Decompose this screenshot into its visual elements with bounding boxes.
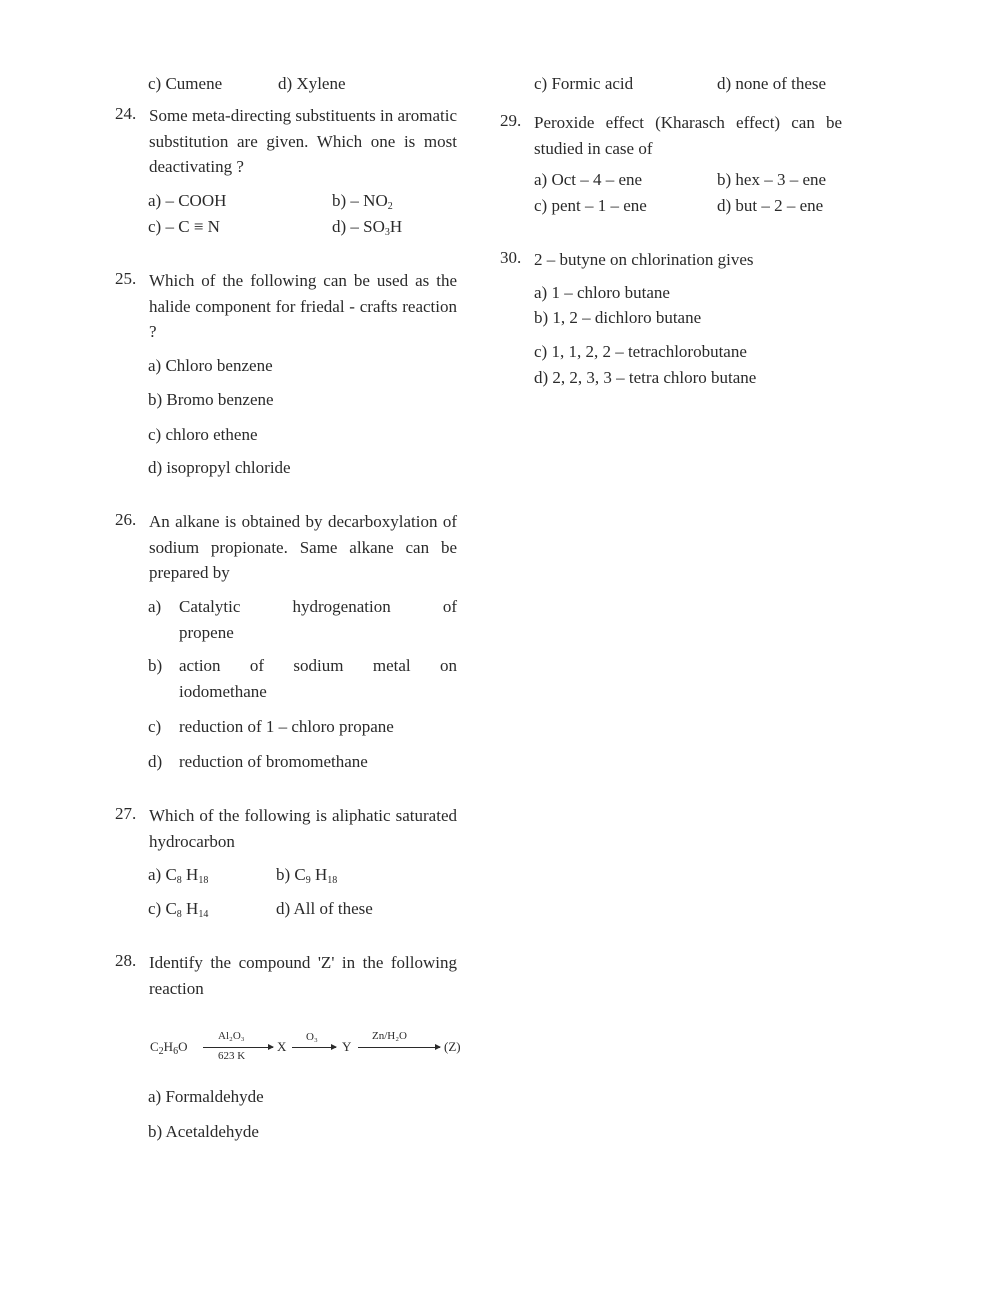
option-b-text-line1[interactable]: action of sodium metal on bbox=[179, 656, 457, 675]
product-z: (Z) bbox=[444, 1039, 461, 1054]
question-number: 27. bbox=[115, 804, 137, 823]
question-text: Which of the following can be used as the halide component for friedal - crafts reaction ? bbox=[149, 271, 457, 341]
option-a[interactable]: a) Formaldehyde bbox=[148, 1087, 264, 1106]
option-a-text-line2[interactable]: propene bbox=[179, 623, 234, 642]
q28-continued-option-d[interactable]: d) none of these bbox=[717, 74, 827, 93]
option-b[interactable]: b) Acetaldehyde bbox=[148, 1122, 259, 1141]
option-d[interactable]: $d) - SO_3H$ bbox=[332, 217, 403, 238]
question-number: 25. bbox=[115, 269, 137, 288]
option-a[interactable]: a) – COOH bbox=[148, 191, 227, 210]
option-c[interactable]: c) chloro ethene bbox=[148, 425, 258, 444]
option-b[interactable]: $b) - NO_2$ bbox=[332, 191, 393, 212]
option-c-label[interactable]: c) bbox=[148, 717, 162, 736]
option-a[interactable]: a) 1 – chloro butane bbox=[534, 283, 670, 302]
option-c[interactable]: c) 1, 1, 2, 2 – tetrachlorobutane bbox=[534, 342, 747, 361]
question-text: Identify the compound 'Z' in the following reaction bbox=[149, 953, 457, 998]
question-number: 24. bbox=[115, 104, 137, 123]
q23-option-c[interactable]: c) Cumene bbox=[148, 74, 223, 93]
option-d[interactable]: d) 2, 2, 3, 3 – tetra chloro butane bbox=[534, 368, 757, 387]
option-c-text[interactable]: reduction of 1 – chloro propane bbox=[179, 717, 394, 736]
option-b-text-line2[interactable]: iodomethane bbox=[179, 682, 267, 701]
q28-continued-option-c[interactable]: c) Formic acid bbox=[534, 74, 634, 93]
reactant-formula: $C_2H_6O$ bbox=[150, 1039, 188, 1057]
q23-option-d[interactable]: d) Xylene bbox=[278, 74, 346, 93]
option-d[interactable]: d) isopropyl chloride bbox=[148, 458, 291, 477]
option-b[interactable]: b) 1, 2 – dichloro butane bbox=[534, 308, 702, 327]
question-text: Some meta-directing substituents in aromatic substitution are given. Which one is most deactivating ? bbox=[149, 106, 457, 176]
reaction-arrow-1 bbox=[203, 1047, 273, 1048]
question-text: Peroxide effect (Kharasch effect) can be studied in case of bbox=[534, 113, 842, 158]
arrow1-reagent: Al₂O₃ bbox=[218, 1030, 245, 1042]
option-a-text-line1[interactable]: Catalytic hydrogenation of bbox=[179, 597, 457, 616]
option-c[interactable]: c) – C ≡ N bbox=[148, 217, 220, 236]
reaction-arrow-3 bbox=[358, 1047, 440, 1048]
option-d-label[interactable]: d) bbox=[148, 752, 163, 771]
option-b[interactable]: b) hex – 3 – ene bbox=[717, 170, 827, 189]
question-text: An alkane is obtained by decarboxylation of sodium propionate. Same alkane can be prepared by bbox=[149, 512, 457, 582]
question-text: 2 – butyne on chlorination gives bbox=[534, 250, 754, 269]
option-d[interactable]: d) but – 2 – ene bbox=[717, 196, 824, 215]
option-b[interactable]: b) Bromo benzene bbox=[148, 390, 274, 409]
option-d[interactable]: d) All of these bbox=[276, 899, 373, 918]
option-b-label[interactable]: b) bbox=[148, 656, 163, 675]
arrow1-condition: 623 K bbox=[218, 1050, 246, 1062]
option-a[interactable]: a) Oct – 4 – ene bbox=[534, 170, 643, 189]
option-b[interactable]: b) $C_9$ $H_{18}$ bbox=[276, 865, 338, 886]
option-a-label[interactable]: a) bbox=[148, 597, 162, 616]
reaction-arrow-2 bbox=[292, 1047, 336, 1048]
option-c[interactable]: c) $C_8$ $H_{14}$ bbox=[148, 899, 209, 920]
option-d-text[interactable]: reduction of bromomethane bbox=[179, 752, 368, 771]
intermediate-y: Y bbox=[342, 1039, 352, 1054]
arrow2-reagent: O₃ bbox=[306, 1031, 318, 1043]
question-number: 26. bbox=[115, 510, 137, 529]
question-number: 28. bbox=[115, 951, 137, 970]
question-number: 29. bbox=[500, 111, 522, 130]
option-a[interactable]: a) Chloro benzene bbox=[148, 356, 273, 375]
intermediate-x: X bbox=[277, 1039, 287, 1054]
option-c[interactable]: c) pent – 1 – ene bbox=[534, 196, 647, 215]
option-a[interactable]: a) $C_8$ $H_{18}$ bbox=[148, 865, 209, 886]
question-number: 30. bbox=[500, 248, 522, 267]
arrow3-reagent: Zn/H₂O bbox=[372, 1030, 407, 1042]
question-text: Which of the following is aliphatic saturated hydrocarbon bbox=[149, 806, 457, 851]
